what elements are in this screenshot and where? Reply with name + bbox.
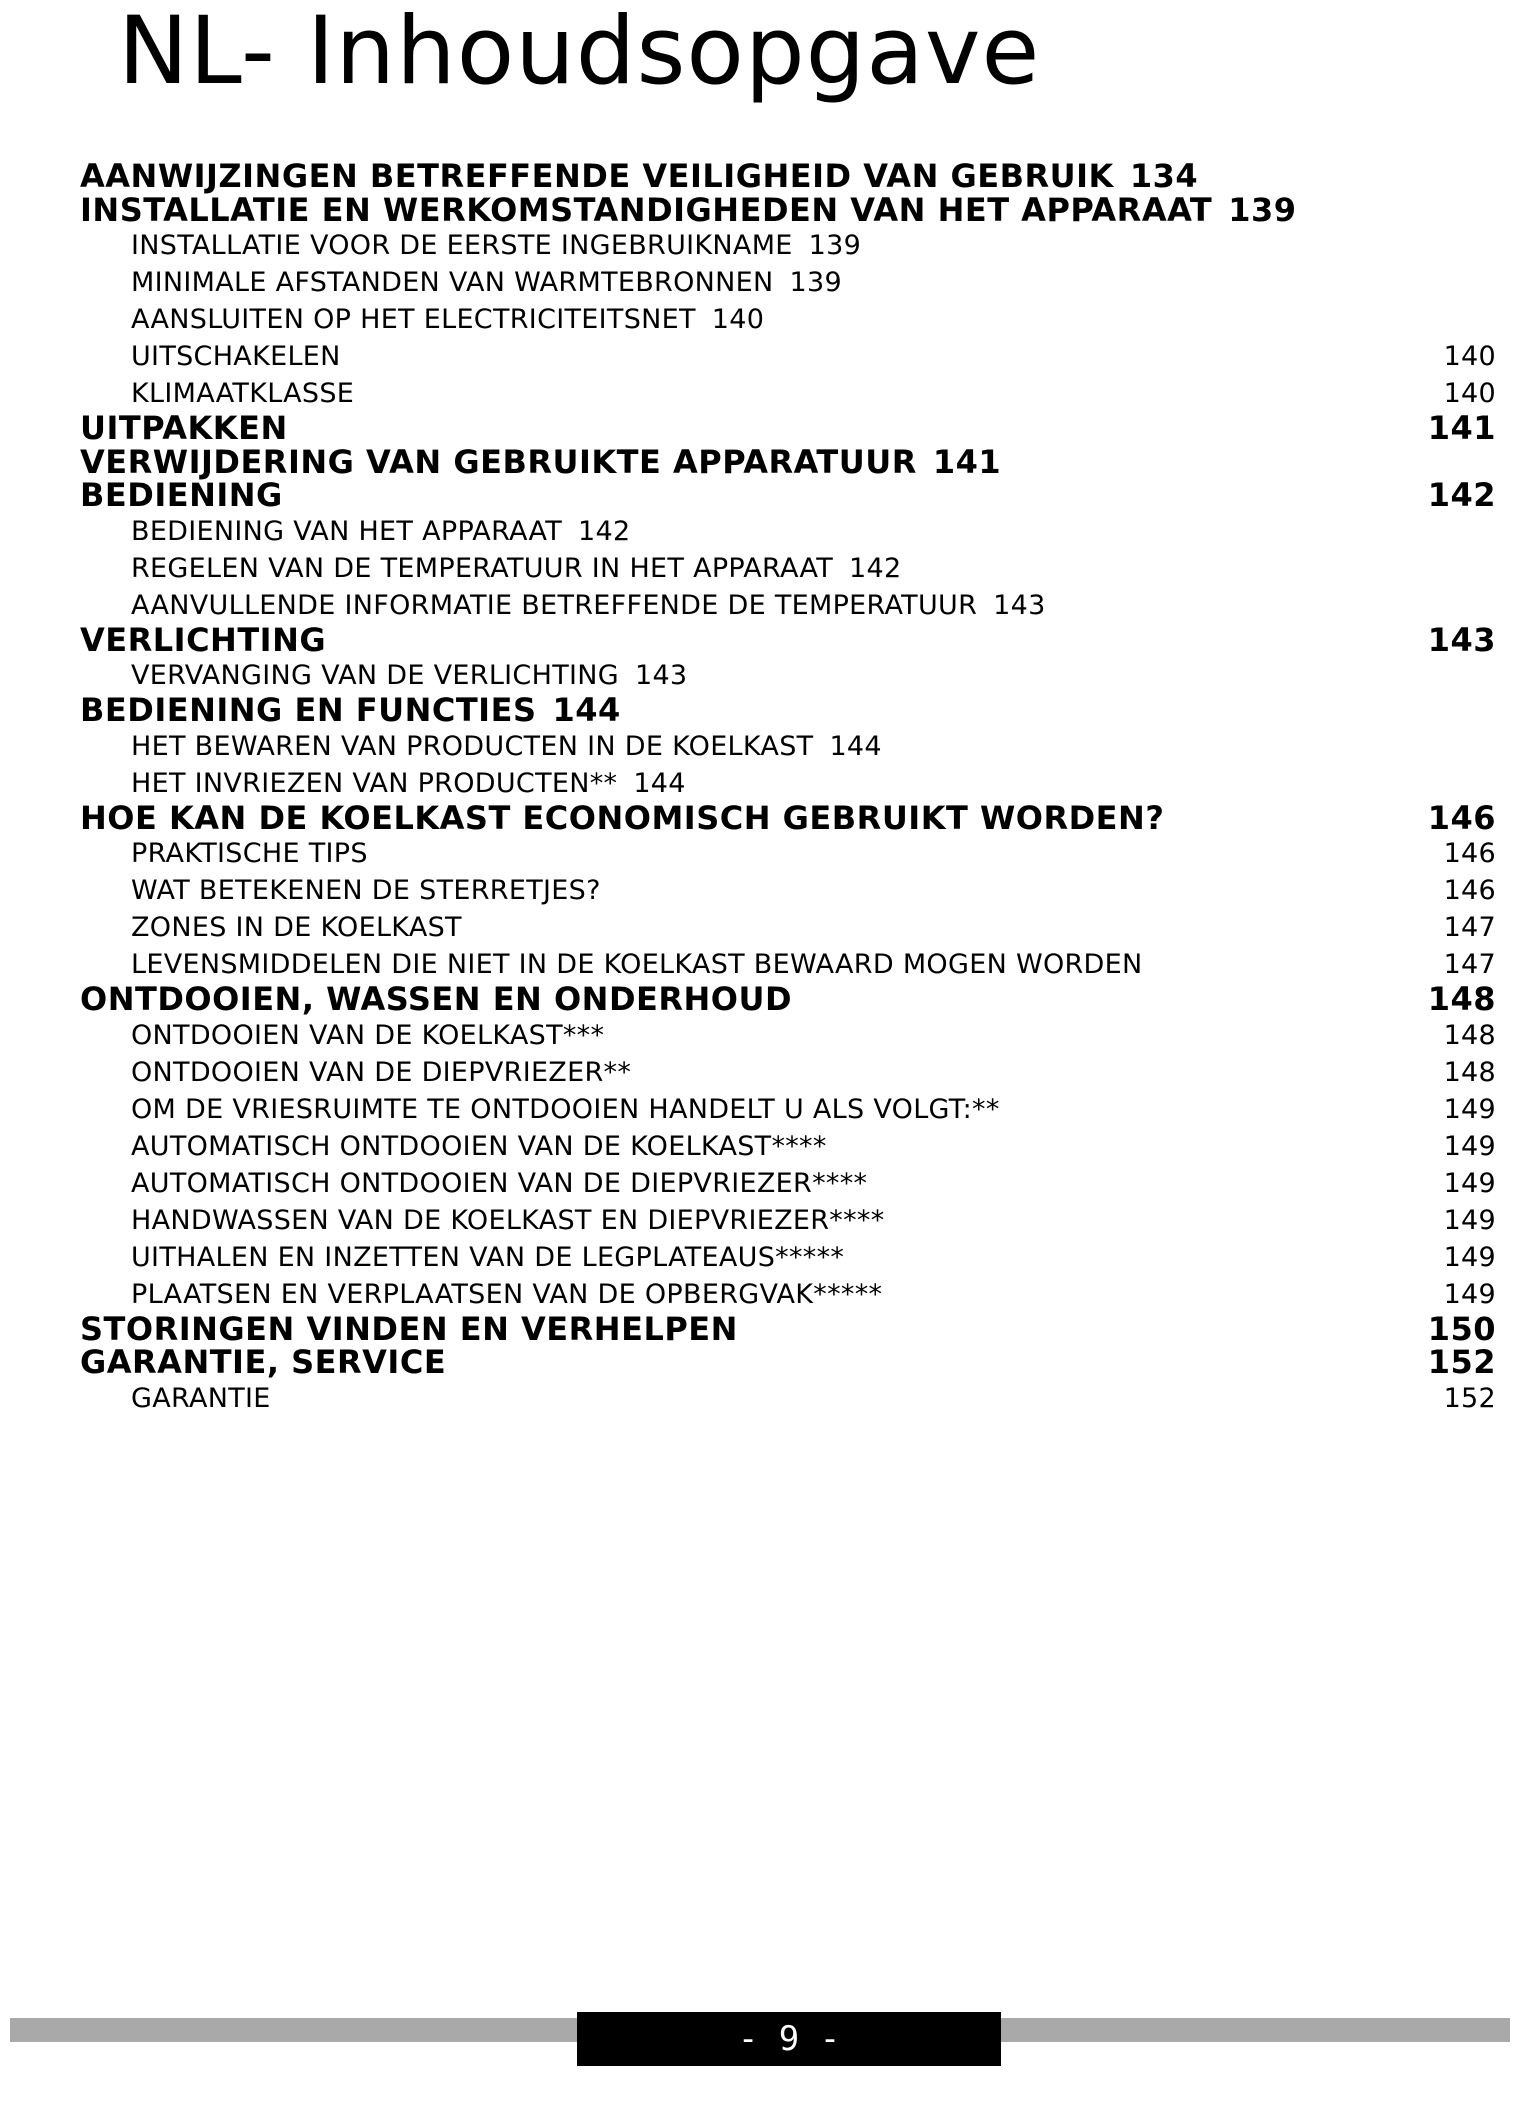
toc-entry-label: PLAATSEN EN VERPLAATSEN VAN DE OPBERGVAK***** — [131, 1278, 883, 1310]
toc-section — [80, 835, 1496, 872]
toc-section — [80, 1276, 1496, 1313]
toc-chapter — [80, 620, 1496, 659]
toc-entry-label: HET BEWAREN VAN PRODUCTEN IN DE KOELKAST — [131, 730, 814, 762]
toc-entry-page: 144 — [633, 767, 686, 799]
toc-entry-page: 144 — [552, 691, 621, 729]
toc-section — [80, 513, 1496, 550]
toc-section — [80, 1380, 1496, 1417]
toc-entry-label: HOE KAN DE KOELKAST ECONOMISCH GEBRUIKT WORDEN? — [80, 798, 1165, 837]
toc-entry-label: LEVENSMIDDELEN DIE NIET IN DE KOELKAST BEWAARD MOGEN WORDEN — [131, 949, 1143, 980]
toc-entry-label: UITSCHAKELEN — [131, 341, 341, 372]
toc-entry-page: 144 — [829, 730, 882, 762]
toc-entry-label: BEDIENING EN FUNCTIES — [80, 691, 537, 729]
toc-entry-page: 143 — [634, 660, 688, 691]
toc-chapter — [80, 691, 1496, 729]
toc-entry-label: INSTALLATIE EN WERKOMSTANDIGHEDEN VAN HET APPARAAT — [80, 190, 1213, 229]
toc-entry-page: 141 — [932, 442, 1002, 481]
toc-section — [80, 264, 1496, 301]
toc-section — [80, 1017, 1496, 1054]
toc-entry-page: 141 — [1427, 409, 1496, 447]
toc-section — [80, 946, 1496, 983]
toc-entry-page: 142 — [578, 515, 631, 547]
toc-entry-label: OM DE VRIESRUIMTE TE ONTDOOIEN HANDELT U ALS VOLGT:** — [131, 1093, 1000, 1125]
toc-entry-label: MINIMALE AFSTANDEN VAN WARMTEBRONNEN — [131, 267, 774, 298]
toc-entry-page: 139 — [789, 267, 842, 298]
toc-section — [80, 657, 1496, 694]
toc-section — [80, 1202, 1496, 1239]
toc-entry-label: UITPAKKEN — [80, 409, 288, 447]
toc-entry-page: 143 — [993, 589, 1046, 621]
toc-chapter — [80, 442, 1496, 481]
toc-entry-label: PRAKTISCHE TIPS — [131, 838, 368, 869]
toc-entry-page: 148 — [1443, 1056, 1496, 1088]
page-title: NL- Inhoudsopgave — [118, 0, 1041, 106]
toc-section — [80, 909, 1496, 946]
toc-section — [80, 301, 1496, 338]
toc-chapter — [80, 157, 1496, 195]
toc-entry-label: REGELEN VAN DE TEMPERATUUR IN HET APPARAAT — [131, 552, 834, 584]
toc-entry-label: VERVANGING VAN DE VERLICHTING — [131, 660, 619, 691]
toc-entry-label: UITHALEN EN INZETTEN VAN DE LEGPLATEAUS***** — [131, 1241, 845, 1273]
toc-entry-label: HET INVRIEZEN VAN PRODUCTEN** — [131, 767, 618, 799]
toc-entry-page: 152 — [1427, 1343, 1496, 1381]
toc-section — [80, 1054, 1496, 1091]
toc-section — [80, 338, 1496, 375]
toc-entry-page: 146 — [1427, 798, 1496, 837]
toc-entry-page: 149 — [1443, 1130, 1496, 1162]
toc-entry-label: STORINGEN VINDEN EN VERHELPEN — [80, 1309, 738, 1348]
toc-entry-label: ONTDOOIEN VAN DE KOELKAST*** — [131, 1019, 605, 1051]
toc-section — [80, 375, 1496, 412]
toc-entry-label: GARANTIE — [131, 1382, 271, 1414]
toc-section — [80, 587, 1496, 624]
toc-entry-page: 134 — [1129, 157, 1199, 195]
toc-entry-label: ZONES IN DE KOELKAST — [131, 912, 462, 943]
toc-entry-page: 149 — [1443, 1278, 1496, 1310]
toc-entry-label: BEDIENING VAN HET APPARAAT — [131, 515, 563, 547]
toc-section — [80, 1091, 1496, 1128]
toc-section — [80, 1165, 1496, 1202]
toc-entry-label: HANDWASSEN VAN DE KOELKAST EN DIEPVRIEZER**** — [131, 1204, 885, 1236]
toc-entry-label: AANWIJZINGEN BETREFFENDE VEILIGHEID VAN GEBRUIK — [80, 157, 1114, 195]
toc-chapter — [80, 409, 1496, 447]
toc-entry-page: 148 — [1443, 1019, 1496, 1051]
toc-section — [80, 227, 1496, 264]
toc-entry-page: 147 — [1443, 912, 1496, 943]
table-of-contents — [80, 157, 1496, 1417]
toc-section — [80, 728, 1496, 765]
toc-entry-label: BEDIENING — [80, 476, 283, 514]
page-number: - 9 - — [577, 2012, 1001, 2066]
toc-entry-label: AUTOMATISCH ONTDOOIEN VAN DE KOELKAST**** — [131, 1130, 827, 1162]
toc-entry-label: INSTALLATIE VOOR DE EERSTE INGEBRUIKNAME — [131, 230, 793, 261]
toc-entry-page: 140 — [711, 304, 765, 335]
toc-chapter — [80, 1309, 1496, 1348]
toc-entry-label: ONTDOOIEN, WASSEN EN ONDERHOUD — [80, 980, 793, 1018]
toc-entry-page: 149 — [1443, 1093, 1496, 1125]
toc-entry-page: 143 — [1427, 620, 1496, 659]
toc-chapter — [80, 1343, 1496, 1381]
toc-entry-label: KLIMAATKLASSE — [131, 378, 355, 409]
toc-section — [80, 765, 1496, 802]
toc-entry-page: 149 — [1443, 1241, 1496, 1273]
toc-chapter — [80, 190, 1496, 229]
toc-entry-page: 152 — [1443, 1382, 1496, 1414]
toc-entry-page: 149 — [1443, 1204, 1496, 1236]
toc-entry-page: 146 — [1443, 875, 1496, 906]
toc-entry-page: 150 — [1427, 1309, 1496, 1348]
toc-section — [80, 1128, 1496, 1165]
toc-entry-label: ONTDOOIEN VAN DE DIEPVRIEZER** — [131, 1056, 632, 1088]
toc-chapter — [80, 798, 1496, 837]
toc-section — [80, 550, 1496, 587]
toc-entry-label: AANSLUITEN OP HET ELECTRICITEITSNET — [131, 304, 696, 335]
toc-entry-label: GARANTIE, SERVICE — [80, 1343, 447, 1381]
toc-section — [80, 872, 1496, 909]
toc-section — [80, 1239, 1496, 1276]
toc-entry-page: 139 — [808, 230, 862, 261]
toc-entry-page: 140 — [1443, 378, 1496, 409]
toc-entry-label: AANVULLENDE INFORMATIE BETREFFENDE DE TEMPERATUUR — [131, 589, 978, 621]
toc-entry-page: 140 — [1443, 341, 1496, 372]
toc-entry-page: 147 — [1443, 949, 1496, 980]
toc-entry-label: AUTOMATISCH ONTDOOIEN VAN DE DIEPVRIEZER**** — [131, 1167, 868, 1199]
toc-chapter — [80, 980, 1496, 1018]
toc-entry-label: WAT BETEKENEN DE STERRETJES? — [131, 875, 601, 906]
toc-chapter — [80, 476, 1496, 514]
toc-entry-page: 142 — [1427, 476, 1496, 514]
toc-entry-page: 149 — [1443, 1167, 1496, 1199]
toc-entry-label: VERWIJDERING VAN GEBRUIKTE APPARATUUR — [80, 442, 917, 481]
toc-entry-page: 139 — [1228, 190, 1297, 229]
toc-entry-page: 148 — [1427, 980, 1496, 1018]
toc-entry-page: 146 — [1443, 838, 1496, 869]
toc-entry-label: VERLICHTING — [80, 620, 327, 659]
toc-entry-page: 142 — [849, 552, 902, 584]
